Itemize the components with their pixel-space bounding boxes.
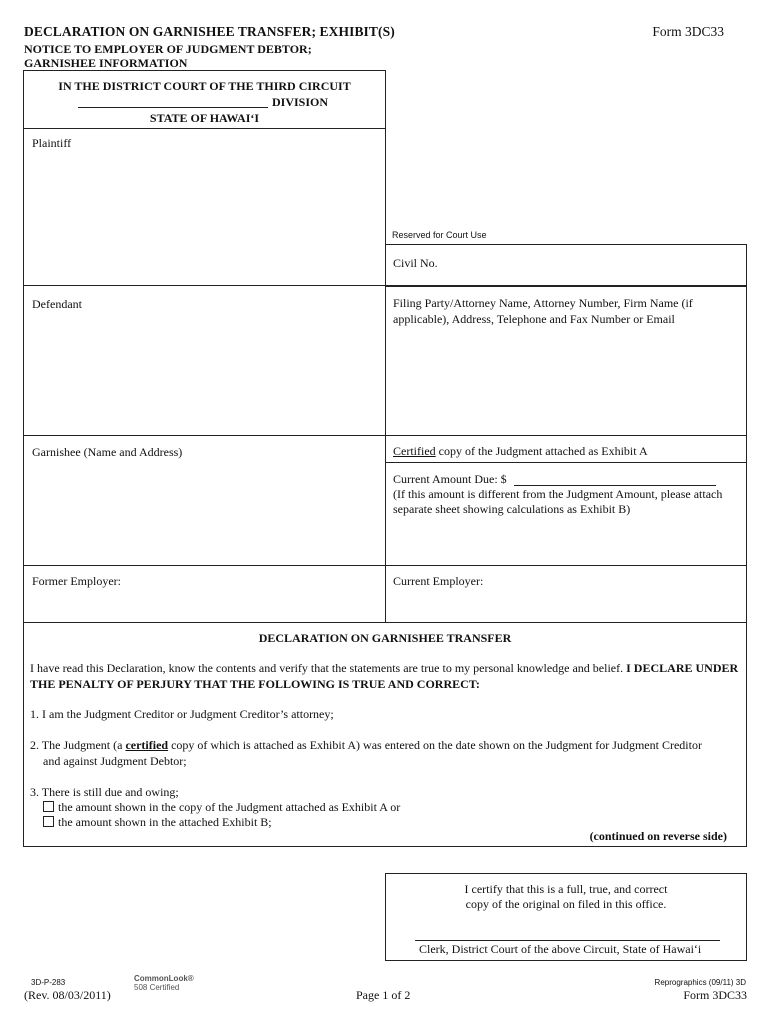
item-3-option-a-label: the amount shown in the copy of the Judgment attached as Exhibit A or: [58, 800, 401, 814]
court-caption-box: [23, 70, 386, 129]
former-employer-box[interactable]: [23, 565, 386, 623]
certified-word: Certified: [393, 444, 436, 458]
footer-reprographics: Reprographics (09/11) 3D: [654, 978, 746, 987]
declaration-item-2: [30, 738, 702, 753]
footer-form-number: Form 3DC33: [683, 988, 747, 1002]
commonlook-logo: CommonLook®: [134, 974, 194, 983]
form-number: Form 3DC33: [652, 24, 724, 39]
garnishee-box[interactable]: [23, 435, 386, 566]
plaintiff-box[interactable]: [23, 128, 386, 286]
certify-line-2: copy of the original on filed in this office.: [465, 897, 667, 911]
certified-copy-label: [393, 444, 648, 459]
current-employer-label: Current Employer:: [393, 574, 484, 588]
item-3-option-b: [43, 815, 272, 830]
certify-line-1: I certify that this is a full, true, and correct: [464, 882, 668, 896]
form-subtitle-garnishee: GARNISHEE INFORMATION: [24, 56, 188, 70]
item-3-option-a: [43, 800, 400, 815]
state-name: STATE OF HAWAI‘I: [149, 111, 260, 125]
footer-revision: (Rev. 08/03/2011): [24, 988, 111, 1002]
exhibit-b-checkbox[interactable]: [43, 816, 54, 827]
civil-no-label: Civil No.: [393, 256, 438, 270]
division-label: DIVISION: [272, 95, 329, 109]
declaration-box: [23, 622, 747, 847]
certified-copy-box: [385, 435, 747, 463]
filing-party-label: Filing Party/Attorney Name, Attorney Number, Firm Name (if applicable), Address, Telephone and Fax Number or Email: [393, 296, 693, 326]
declaration-heading: DECLARATION ON GARNISHEE TRANSFER: [258, 631, 512, 645]
footer-code: 3D-P-283: [31, 978, 66, 987]
filing-party-box[interactable]: [385, 285, 747, 436]
amount-note: (If this amount is different from the Judgment Amount, please attach separate sheet showing calculations as Exhibit B): [393, 487, 723, 516]
item-2-text-a: 2. The Judgment (a: [30, 738, 126, 752]
garnishee-label: Garnishee (Name and Address): [32, 445, 183, 459]
certified-rest: copy of the Judgment attached as Exhibit A: [435, 444, 648, 458]
declaration-item-1: 1. I am the Judgment Creditor or Judgment Creditor’s attorney;: [30, 707, 334, 721]
declaration-perjury-statement: I DECLARE UNDER THE PENALTY OF PERJURY THAT THE FOLLOWING IS TRUE AND CORRECT:: [30, 661, 739, 691]
item-2-text-b: copy of which is attached as Exhibit A) was entered on the date shown on the Judgment for Judgment Creditor: [168, 738, 702, 752]
amount-due-label: Current Amount Due: $: [393, 472, 507, 486]
declaration-item-3: 3. There is still due and owing;: [30, 785, 179, 799]
amount-due-field[interactable]: [514, 485, 716, 486]
plaintiff-label: Plaintiff: [32, 136, 72, 150]
item-2-certified: certified: [125, 738, 169, 752]
certification-box: [385, 873, 747, 961]
continued-note: (continued on reverse side): [589, 829, 727, 843]
commonlook-certified: 508 Certified: [134, 983, 180, 992]
amount-due-box: [385, 462, 747, 566]
item-3-option-b-label: the amount shown in the attached Exhibit B;: [58, 815, 272, 829]
defendant-label: Defendant: [32, 297, 82, 311]
civil-no-box[interactable]: [385, 244, 747, 287]
court-name: IN THE DISTRICT COURT OF THE THIRD CIRCUIT: [58, 79, 351, 93]
declaration-item-2-cont: and against Judgment Debtor;: [43, 754, 187, 768]
page-number: Page 1 of 2: [356, 988, 411, 1002]
form-subtitle-notice: NOTICE TO EMPLOYER OF JUDGMENT DEBTOR;: [24, 42, 312, 56]
clerk-label: Clerk, District Court of the above Circuit, State of Hawai‘i: [419, 942, 702, 956]
reserved-label: Reserved for Court Use: [392, 230, 487, 240]
exhibit-a-checkbox[interactable]: [43, 801, 54, 812]
former-employer-label: Former Employer:: [32, 574, 121, 588]
declaration-intro: [30, 660, 740, 692]
division-blank[interactable]: [78, 107, 268, 108]
clerk-signature-line[interactable]: [415, 940, 720, 941]
defendant-box[interactable]: [23, 285, 386, 436]
declaration-intro-text: I have read this Declaration, know the contents and verify that the statements are true to my personal knowledge and belief.: [30, 661, 627, 675]
current-employer-box[interactable]: [385, 565, 747, 623]
form-title: DECLARATION ON GARNISHEE TRANSFER; EXHIBIT(S): [24, 24, 395, 39]
